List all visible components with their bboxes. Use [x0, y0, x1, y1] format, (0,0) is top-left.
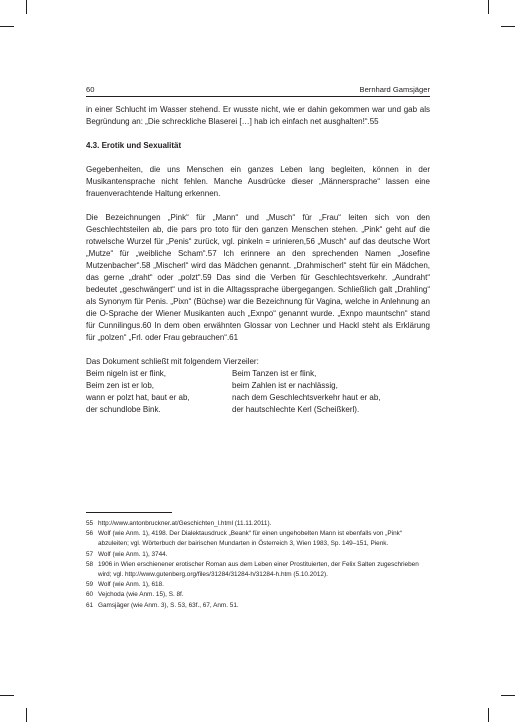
poem-original-line-2: Beim zen ist er lob, — [86, 381, 155, 390]
footnote — [86, 519, 430, 529]
footnote — [86, 580, 430, 590]
footnote-text: http://www.antonbruckner.at/Geschichten_l.html (11.11.2011). — [98, 520, 272, 527]
paragraph-gap — [86, 344, 430, 356]
footnote-number: 60 — [86, 591, 94, 599]
poem-original-line-4: der schundlobe Bink. — [86, 405, 161, 414]
poem-translation-line-3: nach dem Geschlechtsverkehr haut er ab, — [232, 393, 381, 402]
footnote-text: Vejchoda (wie Anm. 15), S. 8f. — [98, 591, 184, 599]
running-header-author: Bernhard Gamsjäger — [359, 85, 430, 94]
header-rule — [86, 96, 430, 97]
paragraph-1: Gegebenheiten, die uns Menschen ein ganzes Leben lang begleiten, können in der Musikantensprache nicht fehlen. Manche Ausdrücke dieser „Männersprache“ lassen eine frauenverachtende Haltung erkennen. — [86, 165, 430, 198]
crop-mark-top-left-h — [0, 26, 14, 27]
footnote-text: 1906 in Wien erschienener erotischer Roman aus dem Leben einer Prostituierten, der Felix Salten zugeschrieben wird; vgl. http://www.gutenberg.org/files/31284/31284-h/31284-h.htm (5.10.2012). — [98, 560, 419, 579]
page-number: 60 — [86, 85, 95, 94]
footnote-number: 56 — [86, 530, 94, 538]
footnote — [86, 550, 430, 560]
footnote — [86, 590, 430, 600]
poem-translation-line-1: Beim Tanzen ist er flink, — [232, 369, 317, 378]
footnote-text: Wolf (wie Anm. 1), 618. — [98, 581, 164, 589]
footnote-text: Gamsjäger (wie Anm. 3), S. 53, 63f., 67, Anm. 51. — [98, 601, 239, 609]
paragraph-3: Das Dokument schließt mit folgendem Vierzeiler: — [86, 357, 259, 366]
crop-mark-bottom-right-h — [501, 695, 515, 696]
crop-mark-bottom-left-v — [26, 708, 27, 722]
intro-paragraph: in einer Schlucht im Wasser stehend. Er wusste nicht, wie er dahin gekommen war und gab als Begründung an: „Die schreckliche Blaserei […] hab ich einfach net ausghalten!“.55 — [86, 105, 430, 126]
footnote-text: Wolf (wie Anm. 1), 3744. — [98, 550, 168, 558]
crop-mark-top-right-h — [501, 26, 515, 27]
footnote — [86, 560, 430, 580]
crop-mark-bottom-right-v — [488, 708, 489, 722]
paragraph-2: Die Bezeichnungen „Pink“ für „Mann“ und „Musch“ für „Frau“ leiten sich von den Geschlechtsteilen ab, die pars pro toto für den ganzen Menschen stehen. „Pink“ geht auf die rotwelsche Wurzel für „Penis“ zurück, vgl. pinkeln = urinieren,56 „Musch“ auf das deutsche Wort „Mutze“ für „weibliche Scham“.57 Ich erinnere an den sprechenden Namen „Josefine Mutzenbacher“.58 „Mischerl“ wird das Mädchen genannt. „Drahmischerl“ steht für ein Mädchen, das gerne „draht“ oder „polzt“.59 Das sind die Verben für Geschlechtsverkehr. „Aundraht“ bedeutet „geschwängert“ und ist in die Alltagssprache übergegangen. Schließlich galt „Drahling“ als Synonym für Penis. „Pixn“ (Büchse) war die Bezeichnung für Vagina, welche in Anlehnung an die O-Sprache der Wiener Musikanten auch „Exnpo“ genannt wurde. „Exnpo mauntschn“ stand für Cunnilingus.60 In dem oben erwähnten Glossar von Lechner und Hackl steht als Erklärung für „polzen“ „Frl. oder Frau gebrauchen“.61 — [86, 213, 430, 342]
footnote-number: 57 — [86, 550, 94, 558]
poem-translation-line-4: der hautschlechte Kerl (Scheißkerl). — [232, 405, 360, 414]
crop-mark-top-left-v — [26, 0, 27, 14]
body-text — [86, 104, 430, 416]
footnote — [86, 529, 430, 549]
footnote-text: Wolf (wie Anm. 1), 4198. Der Dialektausdruck „Beank“ für einen ungehobelten Mann ist ebenfalls von „Pink“ abzuleiten; vgl. Wörterbuch der bairischen Mundarten in Österreich 3, Wien 1983, Sp. 149–151, Pienk. — [98, 530, 402, 548]
poem-translation-line-2: beim Zahlen ist er nachlässig, — [232, 381, 338, 390]
footnote-number: 58 — [86, 560, 94, 568]
poem-original-line-1: Beim nigeln ist er flink, — [86, 369, 167, 378]
footnote-number: 61 — [86, 601, 94, 609]
section-heading: 4.3. Erotik und Sexualität — [86, 141, 182, 150]
footnotes — [86, 519, 430, 611]
footnote-number: 55 — [86, 520, 94, 527]
footnote — [86, 601, 430, 611]
poem-quatrain — [86, 368, 430, 416]
poem-original-line-3: wann er polzt hat, baut er ab, — [86, 393, 190, 402]
paragraph-gap — [86, 200, 430, 212]
footnote-rule — [86, 512, 172, 513]
crop-mark-bottom-left-h — [0, 695, 14, 696]
crop-mark-top-right-v — [488, 0, 489, 14]
footnote-number: 59 — [86, 581, 94, 589]
